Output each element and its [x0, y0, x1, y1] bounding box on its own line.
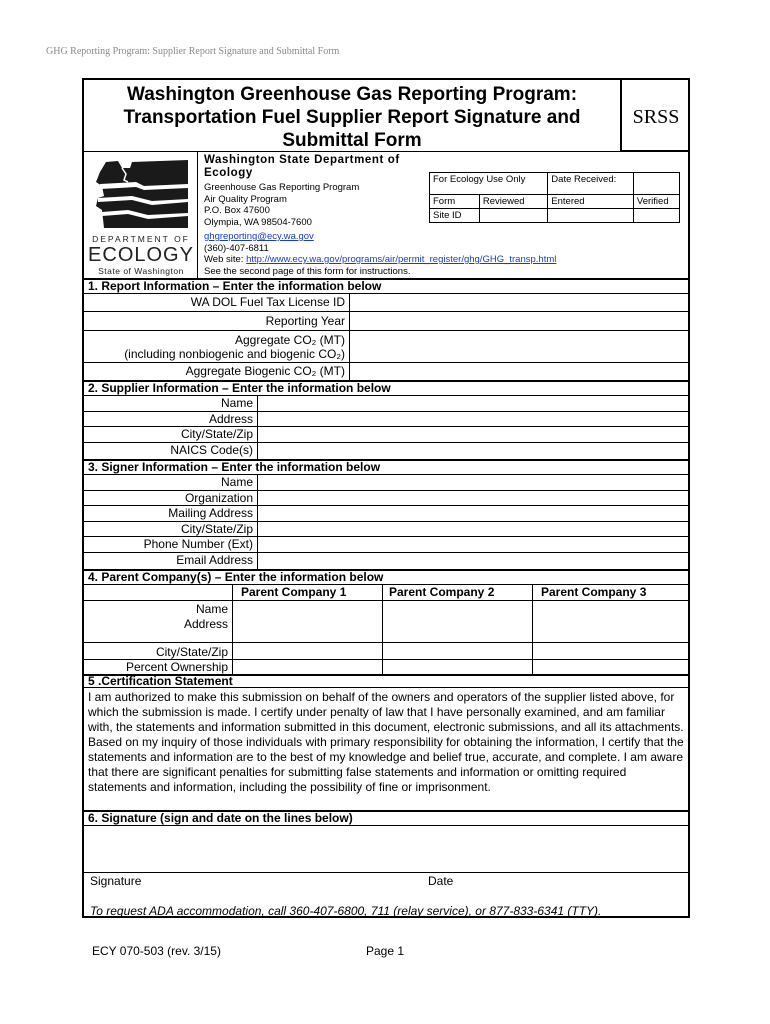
naics-row: [84, 443, 688, 459]
parent-ownership-row: [84, 660, 688, 674]
signer-name-label: Name: [220, 475, 253, 489]
parent-name-row: [84, 601, 688, 616]
page-number: Page 1: [366, 944, 405, 958]
form-label: Form: [430, 195, 480, 209]
submittal-form: [82, 78, 690, 918]
reporting-year-label: Reporting Year: [265, 314, 345, 328]
parent-column-1: Parent Company 1: [232, 585, 382, 600]
parent-1-name-input[interactable]: [232, 601, 382, 616]
form-number: ECY 070-503 (rev. 3/15): [92, 944, 221, 958]
supplier-name-input[interactable]: [257, 396, 688, 411]
ecology-use-heading: For Ecology Use Only: [430, 173, 548, 195]
aggregate-co2-sublabel: (including nonbiogenic and biogenic CO₂): [124, 347, 345, 361]
section-signer-heading: 3. Signer Information – Enter the information below: [84, 459, 688, 475]
aggregate-co2-input[interactable]: [349, 331, 688, 362]
supplier-address-row: [84, 412, 688, 427]
instructions-note: See the second page of this form for instructions.: [204, 265, 411, 277]
parent-1-city-input[interactable]: [232, 643, 382, 659]
naics-label: NAICS Code(s): [170, 443, 253, 457]
parent-2-address-input[interactable]: [382, 616, 532, 642]
supplier-name-row: [84, 396, 688, 412]
signer-city-input[interactable]: [257, 522, 688, 536]
ada-note: To request ADA accommodation, call 360-407-6800, 711 (relay service), or 877-833-6341 (TTY).: [90, 904, 602, 918]
section-report-heading: 1. Report Information – Enter the information below: [84, 278, 688, 294]
ecology-use-box: [429, 172, 680, 222]
parent-2-name-input[interactable]: [382, 601, 532, 616]
parent-city-label: City/State/Zip: [155, 645, 228, 659]
fuel-tax-license-row: [84, 294, 688, 312]
parent-address-label: Address: [183, 617, 228, 631]
supplier-name-label: Name: [220, 396, 253, 410]
reviewed-label: Reviewed: [479, 195, 547, 209]
supplier-city-row: [84, 427, 688, 443]
supplier-city-input[interactable]: [257, 427, 688, 442]
section-certification-heading: 5 .Certification Statement: [84, 674, 688, 688]
website-link[interactable]: http://www.ecy.wa.gov/programs/air/permit_register/ghg/GHG_transp.html: [246, 254, 557, 265]
signer-mailing-label: Mailing Address: [168, 506, 253, 520]
parent-3-name-input[interactable]: [532, 601, 688, 616]
signer-org-label: Organization: [184, 491, 253, 505]
form-title: Washington Greenhouse Gas Reporting Program: Transportation Fuel Supplier Report Signature and Submittal Form: [84, 80, 622, 152]
aggregate-co2-label: Aggregate CO₂ (MT): [234, 333, 345, 347]
washington-map-icon: [92, 158, 192, 232]
signer-email-input[interactable]: [257, 553, 688, 569]
agency-division: Air Quality Program: [204, 193, 287, 205]
aggregate-co2-row: [84, 331, 688, 363]
website-label: Web site:: [204, 254, 247, 265]
signer-email-label: Email Address: [176, 553, 253, 567]
parent-ownership-label: Percent Ownership: [125, 660, 228, 674]
parent-1-address-input[interactable]: [232, 616, 382, 642]
fuel-tax-license-label: WA DOL Fuel Tax License ID: [190, 295, 345, 309]
date-received-label: Date Received:: [548, 173, 634, 195]
reporting-year-input[interactable]: [349, 312, 688, 330]
parent-column-3: Parent Company 3: [532, 585, 688, 600]
signature-label: Signature: [90, 874, 142, 888]
reporting-year-row: [84, 312, 688, 331]
entered-label: Entered: [548, 195, 634, 209]
logo-department-text: DEPARTMENT OF: [92, 234, 190, 244]
signer-phone-label: Phone Number (Ext): [143, 537, 253, 551]
agency-program: Greenhouse Gas Reporting Program: [204, 182, 360, 193]
parent-name-label: Name: [195, 602, 228, 616]
logo-ecology-text: ECOLOGY: [88, 244, 194, 266]
section-signature-heading: 6. Signature (sign and date on the lines below): [84, 810, 688, 826]
certification-statement: I am authorized to make this submission on behalf of the owners and operators of the supplier listed above, for which the submission is made. I certify under penalty of law that I have personally examined, and am familiar with, the statements and information submitted in this document, electronic submissions, and all its attachments. Based on my inquiry of those individuals with primary responsibility for obtaining the information, I certify that the statements and information are to the best of my knowledge and belief true, accurate, and complete. I am aware that there are significant penalties for submitting false statements and information or omitting required statements and information, including the possibility of fine or imprisonment.: [88, 690, 684, 794]
parent-2-city-input[interactable]: [382, 643, 532, 659]
signer-org-input[interactable]: [257, 491, 688, 505]
parent-city-row: [84, 643, 688, 660]
section-supplier-heading: 2. Supplier Information – Enter the information below: [84, 380, 688, 396]
signer-phone-input[interactable]: [257, 537, 688, 552]
signer-name-row: [84, 475, 688, 491]
logo-state-text: State of Washington: [98, 266, 184, 276]
supplier-city-label: City/State/Zip: [180, 427, 253, 441]
parent-1-ownership-input[interactable]: [232, 660, 382, 674]
site-id-field[interactable]: [479, 209, 547, 223]
parent-address-row: [84, 616, 688, 643]
email-link[interactable]: ghgreporting@ecy.wa.gov: [204, 231, 314, 242]
form-code: SRSS: [622, 80, 690, 152]
section-parent-heading: 4. Parent Company(s) – Enter the information below: [84, 569, 688, 585]
date-received-field[interactable]: [633, 173, 679, 195]
site-id-label: Site ID: [430, 209, 480, 223]
signer-phone-row: [84, 537, 688, 553]
supplier-address-input[interactable]: [257, 412, 688, 426]
agency-po-box: P.O. Box 47600: [204, 205, 270, 216]
running-header: GHG Reporting Program: Supplier Report Signature and Submittal Form: [46, 46, 340, 57]
ecology-logo: [84, 152, 198, 278]
entered-field[interactable]: [548, 209, 634, 223]
signature-line[interactable]: [86, 872, 336, 873]
agency-phone: (360)-407-6811: [204, 242, 269, 254]
signer-name-input[interactable]: [257, 475, 688, 490]
parent-columns-row: [84, 585, 688, 601]
signer-email-row: [84, 553, 688, 569]
date-label: Date: [428, 874, 454, 888]
date-line[interactable]: [422, 872, 688, 873]
fuel-tax-license-input[interactable]: [349, 294, 688, 311]
signer-mailing-row: [84, 506, 688, 522]
agency-city: Olympia, WA 98504-7600: [204, 216, 312, 228]
parent-3-city-input[interactable]: [532, 643, 688, 659]
signer-city-label: City/State/Zip: [180, 522, 253, 536]
supplier-address-label: Address: [208, 412, 253, 426]
verified-label: Verified: [633, 195, 679, 209]
signer-city-row: [84, 522, 688, 537]
biogenic-co2-row: [84, 363, 688, 380]
parent-2-ownership-input[interactable]: [382, 660, 532, 674]
naics-input[interactable]: [257, 443, 688, 459]
agency-name: Washington State Department of Ecology: [204, 154, 400, 179]
parent-column-2: Parent Company 2: [382, 585, 532, 600]
signer-org-row: [84, 491, 688, 506]
parent-3-address-input[interactable]: [532, 616, 688, 642]
biogenic-co2-input[interactable]: [349, 363, 688, 380]
biogenic-co2-label: Aggregate Biogenic CO₂ (MT): [185, 364, 345, 378]
parent-3-ownership-input[interactable]: [532, 660, 688, 674]
verified-field[interactable]: [633, 209, 679, 223]
signer-mailing-input[interactable]: [257, 506, 688, 521]
